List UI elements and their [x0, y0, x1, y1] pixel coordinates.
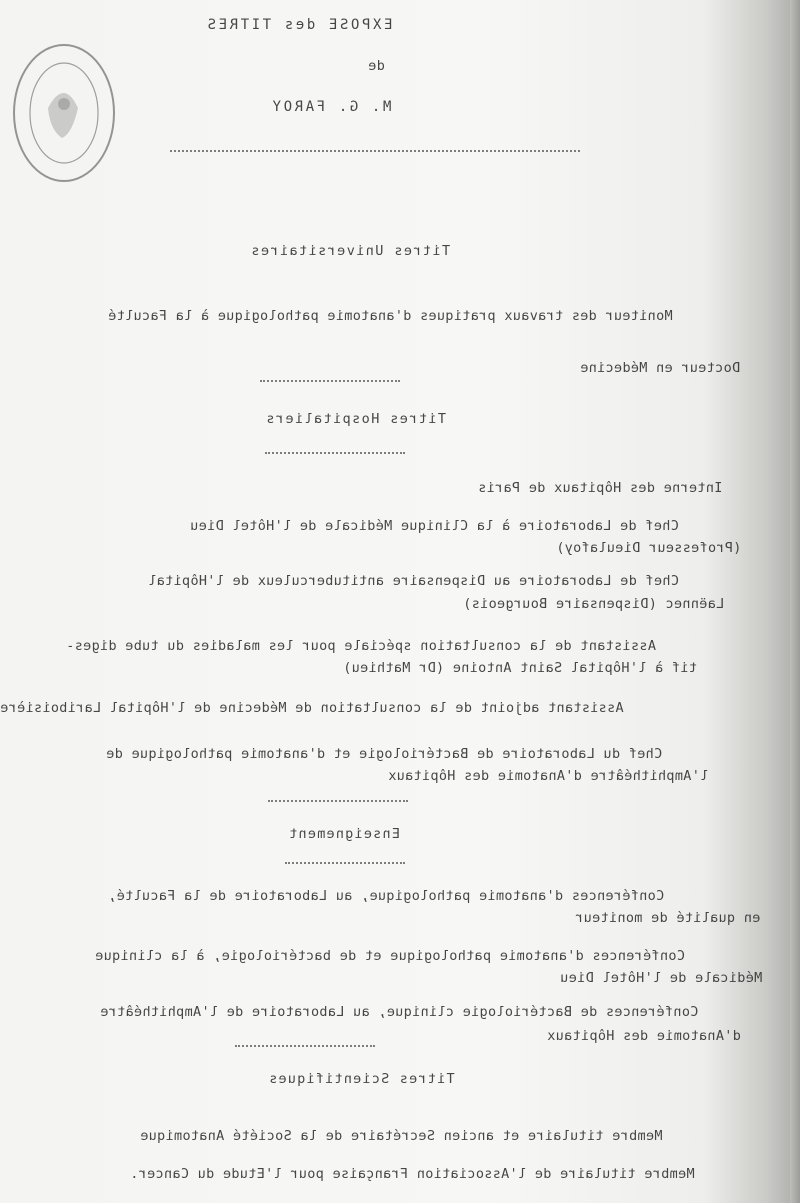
item-text: Assistant adjoint de la consultation de Médecine de l'Hôpital Lariboisière: [0, 700, 624, 716]
item-text: l'Amphithéâtre d'Anatomie des Hôpitaux: [388, 768, 709, 784]
item-text: Laënnec (Dispensaire Bourgeois): [463, 596, 725, 612]
item-text: Chef de Laboratoire à la Clinique Médicale de l'Hôtel Dieu: [190, 518, 679, 534]
section-rule: [260, 380, 400, 382]
item-text: Assistant de la consultation spéciale pour les maladies du tube diges-: [66, 638, 656, 654]
item-text: Médicale de l'Hôtel Dieu: [560, 970, 763, 986]
header-rule: [170, 150, 580, 152]
section-heading-hospitaliers: Titres Hospitaliers: [265, 411, 447, 427]
binding-edge: [790, 0, 800, 1203]
section-heading-scientifiques: Titres Scientifiques: [268, 1071, 455, 1087]
section-heading-enseignement: Enseignement: [288, 826, 400, 842]
section-rule: [235, 1045, 375, 1047]
item-text: Chef du Laboratoire de Bactériologie et d'anatomie pathologique de: [106, 746, 663, 762]
item-text: tif à l'Hôpital Saint Antoine (Dr Mathieu): [343, 660, 697, 676]
section-heading-universitaires: Titres Universitaires: [250, 243, 451, 259]
item-text: Moniteur des travaux pratiques d'anatomie pathologique à la Faculté: [108, 308, 673, 324]
item-text: d'Anatomie des Hôpitaux: [547, 1028, 741, 1044]
title-preposition: de: [368, 58, 385, 74]
item-text: Conférences d'anatomie pathologique et de bactériologie, à la clinique: [95, 948, 685, 964]
item-text: Conférences d'anatomie pathologique, au Laboratoire de la Faculté,: [108, 888, 665, 904]
item-text: Membre titulaire et ancien Secrétaire de la Société Anatomique: [140, 1128, 663, 1144]
item-text: Docteur en Médecine: [580, 360, 741, 376]
document-title: EXPOSE des TITRES: [205, 17, 393, 33]
item-text: Chef de Laboratoire au Dispensaire antituberculeux de l'Hôpital: [148, 573, 679, 589]
section-rule: [265, 452, 405, 454]
library-stamp: [8, 38, 120, 188]
section-rule: [268, 800, 408, 802]
item-text: Interne des Hôpitaux de Paris: [478, 480, 723, 496]
item-text: (Professeur Dieulafoy): [556, 540, 742, 556]
author-name: M. G. FAROY: [270, 99, 392, 115]
item-text: Membre titulaire de l'Association Française pour l'Etude du Cancer.: [130, 1166, 695, 1182]
section-rule: [285, 862, 405, 864]
item-text: Conférences de Bactériologie clinique, au Laboratoire de l'Amphithéâtre: [100, 1004, 699, 1020]
item-text: en qualité de moniteur: [575, 910, 761, 926]
